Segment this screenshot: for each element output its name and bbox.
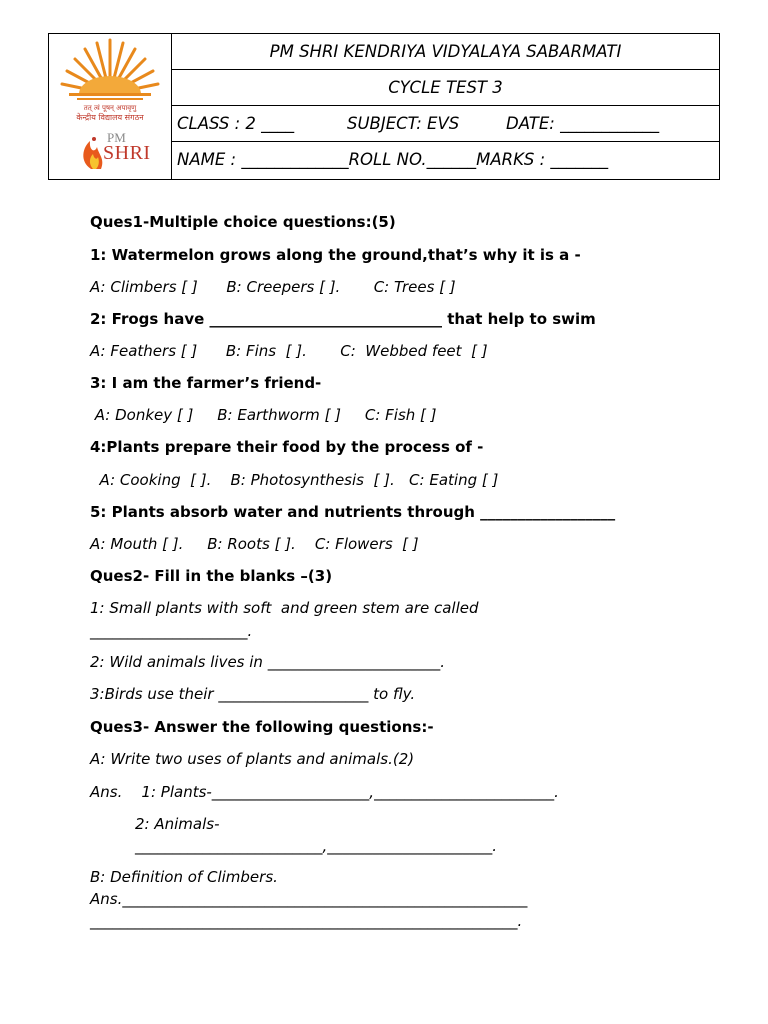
date-field: DATE: ____________ [506, 114, 660, 133]
q1-item2-options: A: Feathers [ ] B: Fins [ ]. C: Webbed feet [ ] [90, 342, 488, 360]
q3-a-question: A: Write two uses of plants and animals.(2) [90, 750, 415, 768]
q1-title: Ques1-Multiple choice questions:(5) [90, 213, 396, 231]
q2-line3: 3:Birds use their ____________________ to fly. [90, 685, 416, 703]
q2-title: Ques2- Fill in the blanks –(3) [90, 567, 333, 585]
q2-line2: 2: Wild animals lives in _______________________. [90, 653, 445, 671]
test-title: CYCLE TEST 3 [171, 70, 720, 106]
q1-item4-question: 4:Plants prepare their food by the process of - [90, 438, 484, 456]
name-roll-marks-row: NAME : _____________ROLL NO.______MARKS : _______ [177, 150, 609, 169]
q3-a-plants-answer: Ans. 1: Plants-_____________________,________________________. [90, 783, 559, 801]
school-name: PM SHRI KENDRIYA VIDYALAYA SABARMATI [171, 34, 720, 70]
q3-title: Ques3- Answer the following questions:- [90, 718, 434, 736]
q3-b-answer-line1: Ans.______________________________________________________ [90, 890, 528, 908]
q3-b-question: B: Definition of Climbers. [90, 868, 278, 886]
q1-item2-question: 2: Frogs have _______________________________ that help to swim [90, 310, 596, 328]
header-table [48, 33, 720, 180]
q1-item5-question: 5: Plants absorb water and nutrients through __________________ [90, 503, 616, 521]
class-subject-date-row [171, 106, 720, 142]
subject-field: SUBJECT: EVS [347, 114, 460, 133]
q1-item5-options: A: Mouth [ ]. B: Roots [ ]. C: Flowers [ ] [90, 535, 419, 553]
q1-item1-options: A: Climbers [ ] B: Creepers [ ]. C: Trees [ ] [90, 278, 456, 296]
q1-item3-question: 3: I am the farmer’s friend- [90, 374, 322, 392]
class-field: CLASS : 2 ____ [177, 114, 295, 133]
pm-shri-shri: SHRI [103, 142, 151, 164]
q1-item4-options: A: Cooking [ ]. B: Photosynthesis [ ]. C: Eating [ ] [90, 471, 499, 489]
kvs-sun-logo-icon [49, 34, 171, 104]
q3-b-answer-line2: _________________________________________________________. [90, 912, 523, 930]
q1-item1-question: 1: Watermelon grows along the ground,that’s why it is a - [90, 246, 581, 264]
pm-shri-pm: PM [107, 130, 126, 145]
logo-hindi-text: तत् त्वं पूषन् अपावृणु केन्द्रीय विद्यालय संगठन [76, 104, 144, 122]
q3-a-animals-answer: _________________________,______________________. [135, 837, 498, 855]
q3-a-animals-label: 2: Animals- [135, 815, 220, 833]
logo-cell [49, 34, 172, 179]
q2-line1: 1: Small plants with soft and green stem are called [90, 599, 479, 617]
q1-item3-options: A: Donkey [ ] B: Earthworm [ ] C: Fish [ ] [90, 406, 437, 424]
q2-line1-blank: _____________________. [90, 622, 253, 640]
